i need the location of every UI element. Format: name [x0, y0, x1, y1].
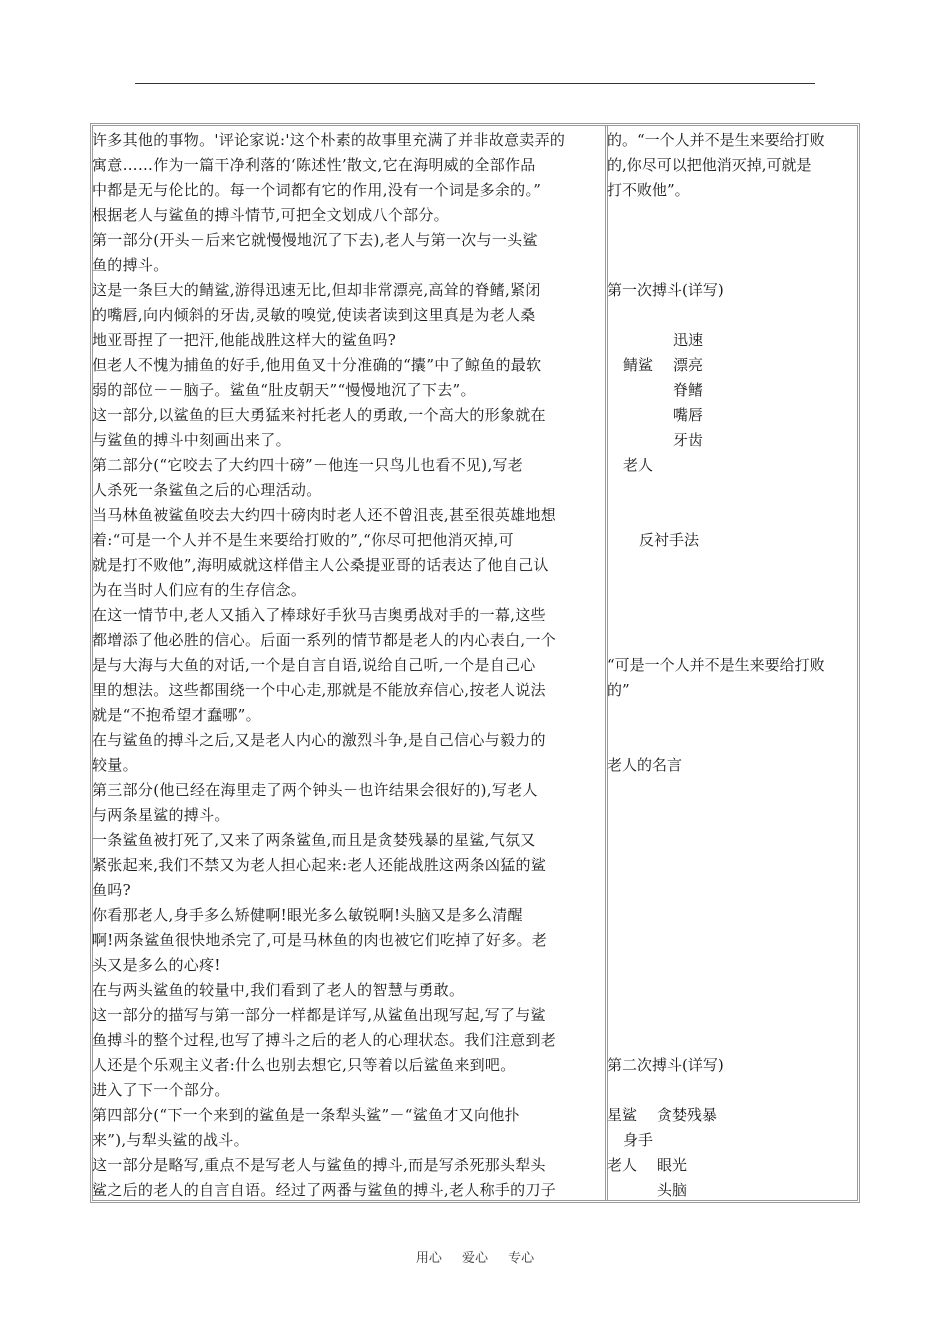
- text-line: 根据老人与鲨鱼的搏斗情节,可把全文划成八个部分。: [92, 206, 449, 224]
- text-line: 当马林鱼被鲨鱼咬去大约四十磅肉时老人还不曾沮丧,甚至很英雄地想: [92, 506, 557, 524]
- text-line: 这一部分,以鲨鱼的巨大勇猛来衬托老人的勇敢,一个高大的形象就在: [92, 406, 546, 424]
- main-text-column: [92, 128, 607, 1203]
- text-line: 鱼搏斗的整个过程,也写了搏斗之后的老人的心理状态。我们注意到老: [92, 1031, 557, 1049]
- annotation-line: 的。“一个人并不是生来要给打败: [607, 131, 825, 149]
- text-line: 就是“不抱希望才蠢哪”。: [92, 706, 261, 724]
- annotation-term: 星鲨: [607, 1106, 638, 1124]
- text-line: 鲨之后的老人的自言自语。经过了两番与鲨鱼的搏斗,老人称手的刀子: [92, 1181, 557, 1199]
- annotation-term: 老人: [607, 1156, 638, 1174]
- text-line: 是与大海与大鱼的对话,一个是自言自语,说给自己听,一个是自己心: [92, 656, 536, 674]
- annotation-term: 嘴唇: [673, 406, 704, 424]
- annotation-term: 牙齿: [673, 431, 704, 449]
- footer-text: 用心: [415, 1251, 442, 1266]
- text-line: 就是打不败他”,海明威就这样借主人公桑提亚哥的话表达了他自己认: [92, 556, 549, 574]
- header-rule: [135, 83, 815, 84]
- text-line: 人还是个乐观主义者:什么也别去想它,只等着以后鲨鱼来到吧。: [92, 1056, 516, 1074]
- text-line: 这是一条巨大的鲭鲨,游得迅速无比,但却非常漂亮,高耸的脊鳍,紧闭: [92, 281, 541, 299]
- annotation-heading: 第二次搏斗(详写): [607, 1056, 724, 1074]
- text-line: 都增添了他必胜的信心。后面一系列的情节都是老人的内心表白,一个: [92, 631, 557, 649]
- text-line: 紧张起来,我们不禁又为老人担心起来:老人还能战胜这两条凶猛的鲨: [92, 856, 547, 874]
- text-line: 第一部分(开头－后来它就慢慢地沉了下去),老人与第一次与一头鲨: [92, 231, 538, 249]
- annotation-term: 鲭鲨: [623, 356, 654, 374]
- text-line: 第三部分(他已经在海里走了两个钟头－也许结果会很好的),写老人: [92, 781, 538, 799]
- text-line: 啊!两条鲨鱼很快地杀完了,可是马林鱼的肉也被它们吃掉了好多。老: [92, 931, 548, 949]
- annotation-term: 漂亮: [673, 356, 704, 374]
- annotation-column: [607, 128, 859, 1198]
- annotation-term: 头脑: [657, 1181, 688, 1199]
- footer-text: 专心: [508, 1251, 535, 1266]
- text-line: 来”),与犁头鲨的战斗。: [92, 1131, 249, 1149]
- annotation-term: 脊鳍: [673, 381, 704, 399]
- text-line: 在与两头鲨鱼的较量中,我们看到了老人的智慧与勇敢。: [92, 981, 465, 999]
- text-line: 在这一情节中,老人又插入了棒球好手狄马吉奥勇战对手的一幕,这些: [92, 606, 546, 624]
- text-line: 为在当时人们应有的生存信念。: [92, 581, 307, 599]
- text-line: 的嘴唇,向内倾斜的牙齿,灵敏的嗅觉,使读者读到这里真是为老人桑: [92, 306, 536, 324]
- annotation-term: 身手: [623, 1131, 654, 1149]
- text-line: 中都是无与伦比的。每一个词都有它的作用,没有一个词是多余的。”: [92, 181, 542, 199]
- text-line: 与两条星鲨的搏斗。: [92, 806, 230, 824]
- annotation-term: 老人: [623, 456, 654, 474]
- text-line: 较量。: [92, 756, 138, 774]
- annotation-term: 反衬手法: [639, 531, 700, 549]
- annotation-line: 打不败他”。: [607, 181, 690, 199]
- text-line: 在与鲨鱼的搏斗之后,又是老人内心的激烈斗争,是自己信心与毅力的: [92, 731, 546, 749]
- text-line: 这一部分是略写,重点不是写老人与鲨鱼的搏斗,而是写杀死那头犁头: [92, 1156, 546, 1174]
- page-footer: [0, 1247, 950, 1266]
- text-line: 这一部分的描写与第一部分一样都是详写,从鲨鱼出现写起,写了与鲨: [92, 1006, 546, 1024]
- text-line: 寓意……作为一篇干净利落的‘陈述性’散文,它在海明威的全部作品: [92, 156, 536, 174]
- text-line: 地亚哥捏了一把汗,他能战胜这样大的鲨鱼吗?: [92, 331, 397, 349]
- text-line: 弱的部位－－脑子。鲨鱼“肚皮朝天”“慢慢地沉了下去”。: [92, 381, 476, 399]
- text-line: 许多其他的事物。'评论家说:'这个朴素的故事里充满了并非故意卖弄的: [92, 131, 566, 149]
- text-line: 里的想法。这些都围绕一个中心走,那就是不能放弃信心,按老人说法: [92, 681, 546, 699]
- text-line: 鱼的搏斗。: [92, 256, 169, 274]
- annotation-heading: 第一次搏斗(详写): [607, 281, 724, 299]
- text-line: 着:“可是一个人并不是生来要给打败的”,“你尽可把他消灭掉,可: [92, 531, 514, 549]
- footer-text: 爱心: [461, 1251, 488, 1266]
- annotation-quote: “可是一个人并不是生来要给打败: [607, 656, 825, 674]
- text-line: 第四部分(“下一个来到的鲨鱼是一条犁头鲨”－“鲨鱼才又向他扑: [92, 1106, 520, 1124]
- annotation-term: 贪婪残暴: [657, 1106, 718, 1124]
- text-line: 头又是多么的心疼!: [92, 956, 221, 974]
- text-line: 进入了下一个部分。: [92, 1081, 230, 1099]
- text-line: 但老人不愧为捕鱼的好手,他用鱼叉十分准确的“攮”中了鲸鱼的最软: [92, 356, 542, 374]
- annotation-line: 的,你尽可以把他消灭掉,可就是: [607, 156, 812, 174]
- text-line: 人杀死一条鲨鱼之后的心理活动。: [92, 481, 322, 499]
- text-line: 与鲨鱼的搏斗中刻画出来了。: [92, 431, 291, 449]
- text-line: 你看那老人,身手多么矫健啊!眼光多么敏锐啊!头脑又是多么清醒: [92, 906, 523, 924]
- annotation-term: 迅速: [673, 331, 704, 349]
- annotation-term: 老人的名言: [607, 756, 683, 774]
- annotation-quote: 的”: [607, 681, 630, 699]
- text-line: 第二部分(“它咬去了大约四十磅”－他连一只鸟儿也看不见),写老: [92, 456, 524, 474]
- text-line: 鱼吗?: [92, 881, 131, 899]
- annotation-term: 眼光: [657, 1156, 688, 1174]
- text-line: 一条鲨鱼被打死了,又来了两条鲨鱼,而且是贪婪残暴的星鲨,气氛又: [92, 831, 536, 849]
